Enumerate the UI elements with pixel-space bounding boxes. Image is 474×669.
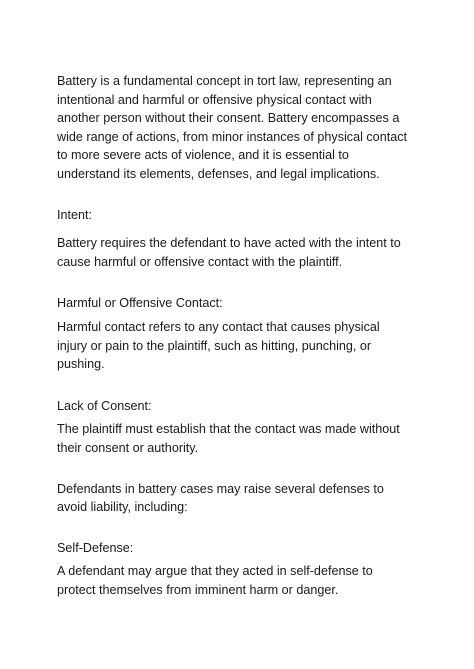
intro-paragraph: Battery is a fundamental concept in tort law, representing an intentional and harmful or offensive physical contact with another person without their consent. Battery encompasses a wide range of actions, from minor instances of physical contact to more severe acts of violence, and it is essential to understand its elements, defenses, and legal implications. xyxy=(57,74,407,181)
document-page xyxy=(57,72,417,599)
section-heading-harmful-contact: Harmful or Offensive Contact: xyxy=(57,296,223,311)
section-heading-lack-of-consent: Lack of Consent: xyxy=(57,398,152,413)
section-heading-intent: Intent: xyxy=(57,207,93,222)
defense-heading-self-defense: Self-Defense: xyxy=(57,540,134,555)
defenses-intro-paragraph: Defendants in battery cases may raise several defenses to avoid liability, including: xyxy=(57,481,384,515)
defense-body-self-defense: A defendant may argue that they acted in self-defense to protect themselves from imminent harm or danger. xyxy=(57,564,373,597)
section-body-harmful-contact: Harmful contact refers to any contact that causes physical injury or pain to the plaintiff, such as hitting, punching, or pushing. xyxy=(57,319,380,372)
section-body-lack-of-consent: The plaintiff must establish that the contact was made without their consent or authority. xyxy=(57,422,400,455)
section-body-intent: Battery requires the defendant to have acted with the intent to cause harmful or offensive contact with the plaintiff. xyxy=(57,236,401,269)
